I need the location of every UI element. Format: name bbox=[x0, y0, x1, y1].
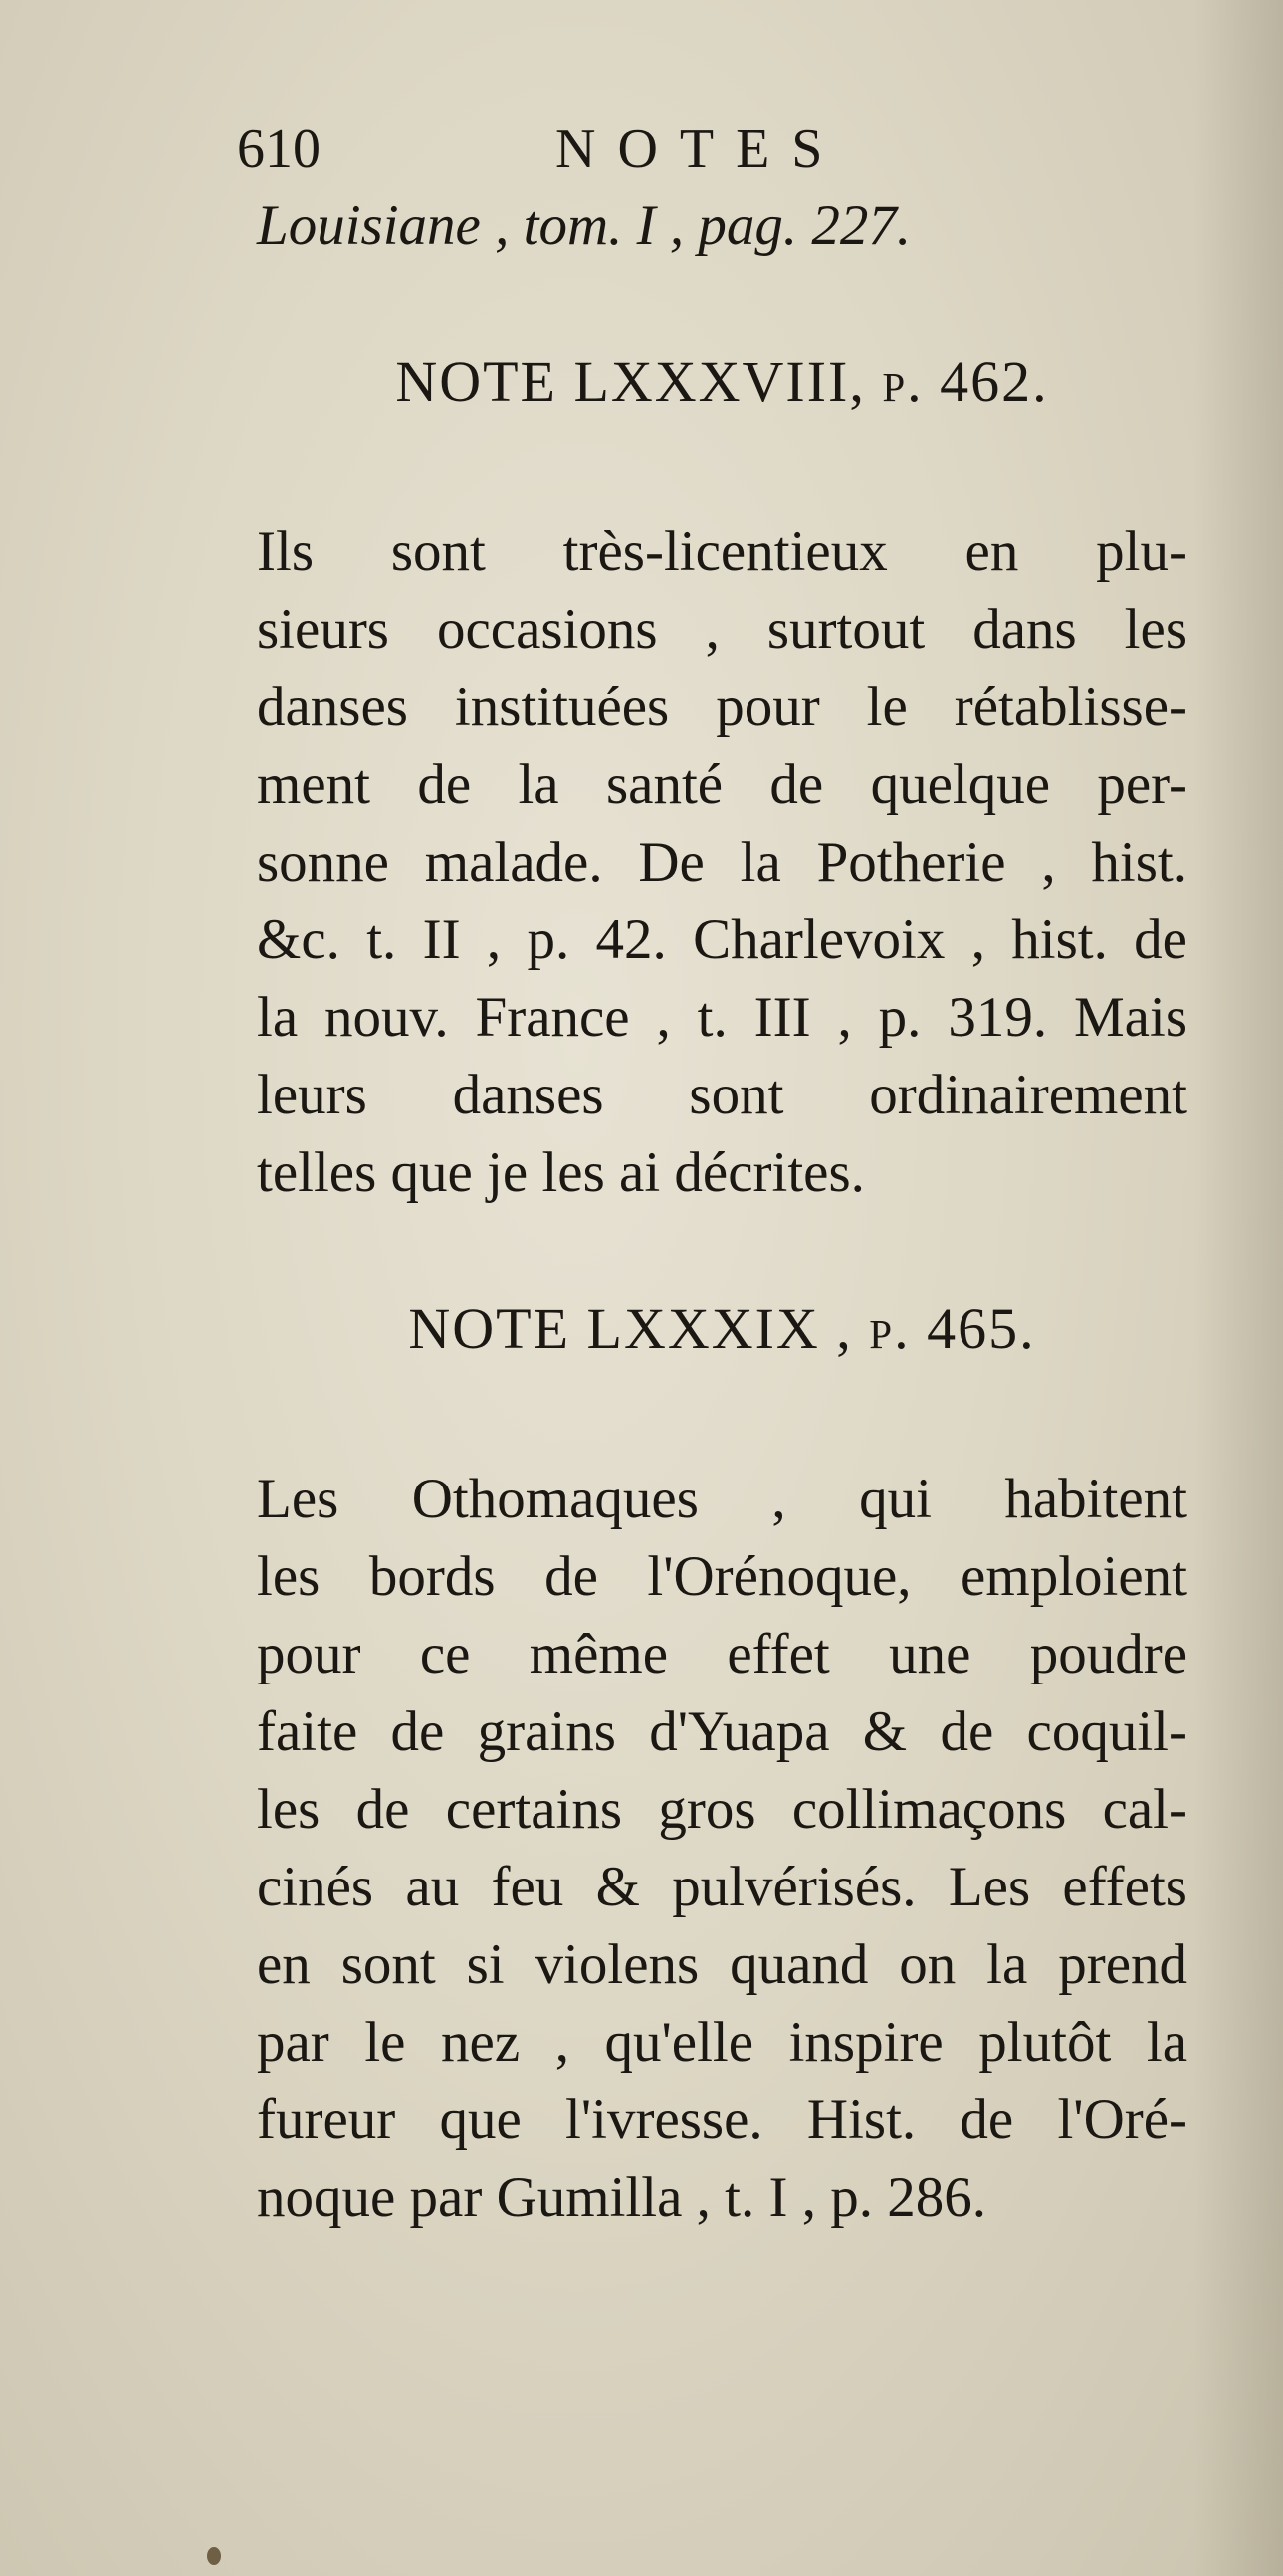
note-heading-88: NOTE LXXXVIII, p. 462. bbox=[395, 349, 1049, 414]
note-line: sonne malade. De la Potherie , hist. bbox=[257, 831, 1187, 893]
note-line: leurs danses sont ordinairement bbox=[257, 1064, 1187, 1126]
note-line: danses instituées pour le rétablisse- bbox=[257, 676, 1187, 738]
note-line: ment de la santé de quelque per- bbox=[257, 753, 1187, 816]
note-line: la nouv. France , t. III , p. 319. Mais bbox=[257, 986, 1187, 1049]
note-line: cinés au feu & pulvérisés. Les effets bbox=[257, 1856, 1187, 1918]
note-line: sieurs occasions , surtout dans les bbox=[257, 598, 1187, 661]
note-line: faite de grains d'Yuapa & de coquil- bbox=[257, 1700, 1187, 1763]
text-block bbox=[237, 111, 1187, 2237]
note-line: pour ce même effet une poudre bbox=[257, 1623, 1187, 1685]
note-line: Les Othomaques , qui habitent bbox=[257, 1468, 1187, 1530]
carryover-line: Louisiane , tom. I , pag. 227. bbox=[257, 194, 912, 257]
note-line: les de certains gros collimaçons cal- bbox=[257, 1778, 1187, 1841]
note-heading-89: NOTE LXXXIX , p. 465. bbox=[408, 1296, 1036, 1361]
note-line: telles que je les ai décrites. bbox=[257, 1141, 865, 1204]
note-line: en sont si violens quand on la prend bbox=[257, 1933, 1187, 1996]
note-line: fureur que l'ivresse. Hist. de l'Oré- bbox=[257, 2088, 1187, 2151]
running-title: NOTES bbox=[555, 118, 845, 180]
paper-blemish bbox=[207, 2547, 221, 2565]
note-line: Ils sont très-licentieux en plu- bbox=[257, 520, 1187, 583]
note-body-88 bbox=[257, 513, 1187, 1212]
note-body-89 bbox=[257, 1461, 1187, 2237]
note-line: les bords de l'Orénoque, emploient bbox=[257, 1545, 1187, 1608]
note-line: noque par Gumilla , t. I , p. 286. bbox=[257, 2166, 986, 2229]
note-line: par le nez , qu'elle inspire plutôt la bbox=[257, 2011, 1187, 2074]
page-number: 610 bbox=[237, 118, 321, 180]
running-head bbox=[237, 111, 1187, 187]
note-line: &c. t. II , p. 42. Charlevoix , hist. de bbox=[257, 908, 1187, 971]
